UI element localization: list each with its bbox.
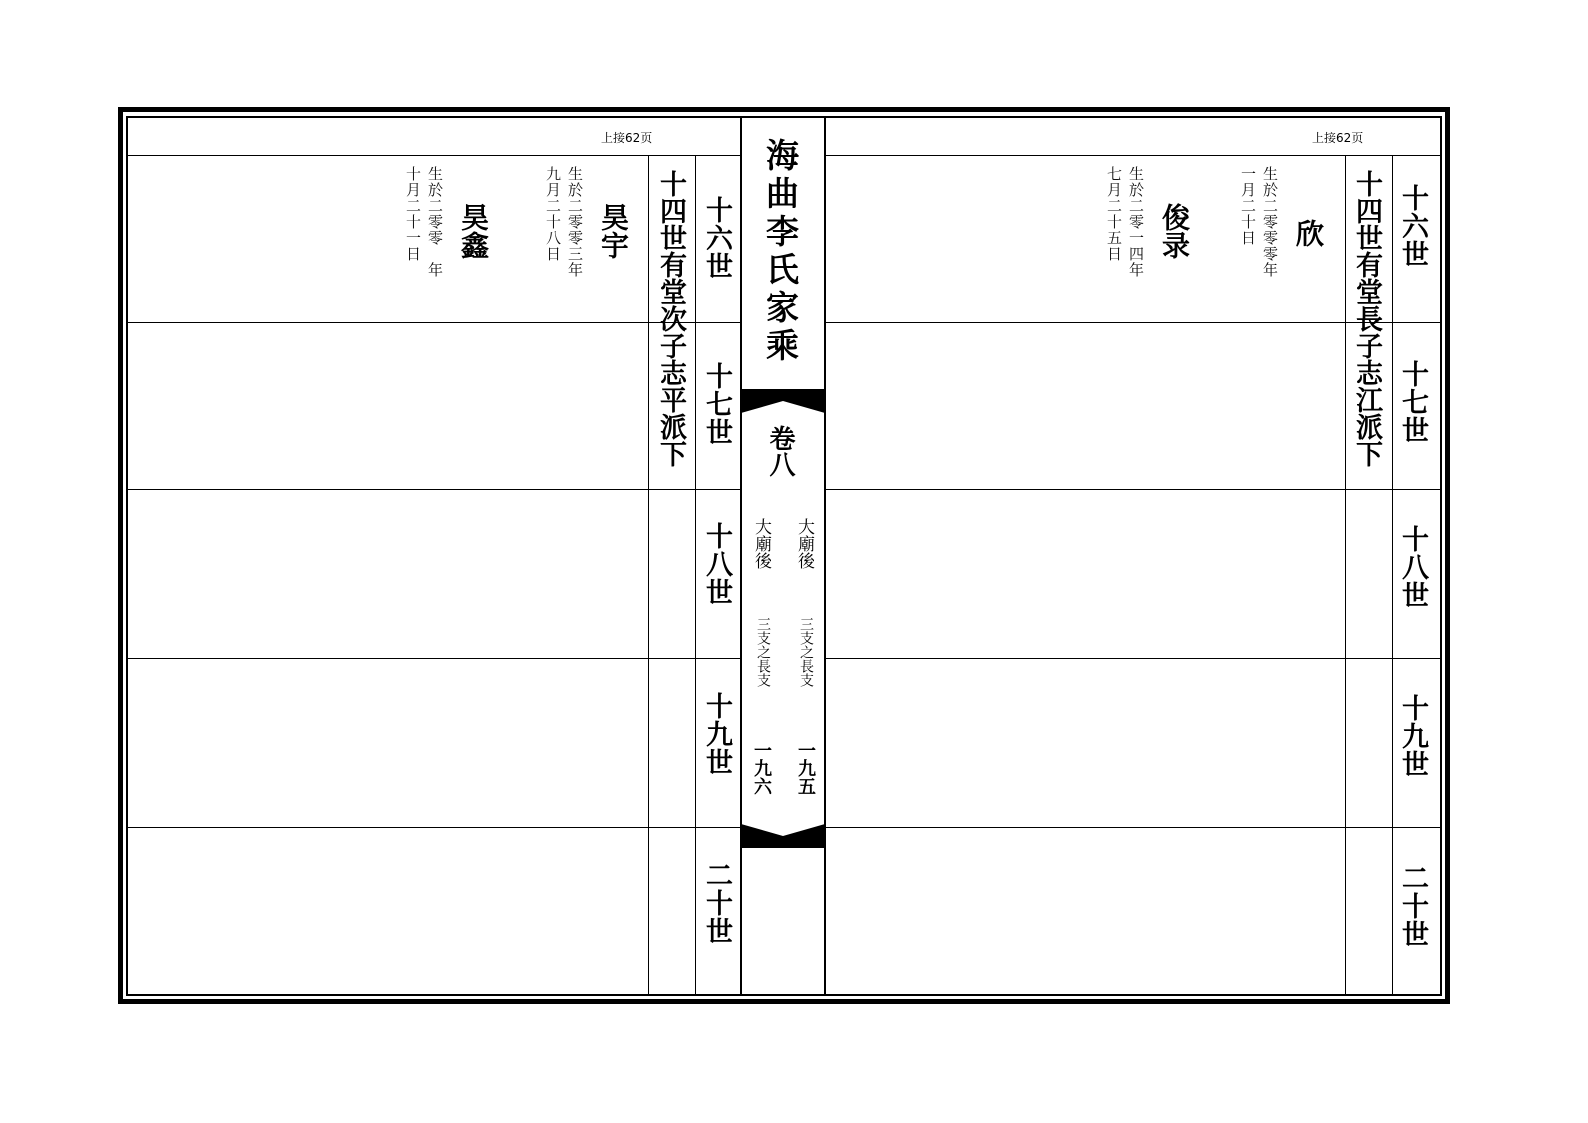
right-header-line <box>826 155 1440 156</box>
left-gen-col-line <box>695 155 696 995</box>
person-name: 昊宇 <box>597 203 630 259</box>
person-birth-year: 生於二零一四年 <box>1127 166 1145 278</box>
spine-place: 大廟後 <box>794 518 814 569</box>
person-birth-date: 十月二十一日 <box>404 166 422 262</box>
person-name: 欣 <box>1292 219 1325 247</box>
spine-band <box>741 844 826 848</box>
person-birth-year: 生於二零零三年 <box>566 166 584 278</box>
spine-branch: 三支之長支 <box>755 617 771 687</box>
right-branch-label: 十四世有堂長子志江派下 <box>1351 170 1382 467</box>
left-generation-label: 二十世 <box>701 861 732 945</box>
right-row-line <box>826 658 1440 659</box>
right-row-line <box>826 489 1440 490</box>
person-birth-date: 九月二十八日 <box>544 166 562 262</box>
right-row-line <box>826 322 1440 323</box>
right-generation-label: 十九世 <box>1397 694 1428 778</box>
person-name: 昊鑫 <box>457 203 490 259</box>
page-number: 一九五 <box>795 741 816 795</box>
right-gen-col-line <box>1392 155 1393 995</box>
spine-left-border <box>740 117 742 995</box>
right-continuation-note: 上接62页 <box>1312 131 1364 145</box>
person-birth-date: 一月二十日 <box>1239 166 1257 246</box>
left-branch-label: 十四世有堂次子志平派下 <box>655 170 686 467</box>
person-birth-year: 生於二零零 年 <box>426 166 444 278</box>
page-number: 一九六 <box>751 741 772 795</box>
right-generation-label: 二十世 <box>1397 864 1428 948</box>
left-generation-label: 十八世 <box>701 522 732 606</box>
left-continuation-note: 上接62页 <box>601 131 653 145</box>
right-branch-col-line <box>1345 155 1346 995</box>
right-generation-label: 十六世 <box>1397 184 1428 268</box>
right-row-line <box>826 827 1440 828</box>
book-title: 海曲李氏家乘 <box>761 138 800 366</box>
person-name: 俊录 <box>1158 203 1191 259</box>
person-birth-year: 生於二零零零年 <box>1261 166 1279 278</box>
right-generation-label: 十八世 <box>1397 525 1428 609</box>
volume-label: 卷八 <box>765 425 795 477</box>
left-branch-col-line <box>648 155 649 995</box>
left-generation-label: 十六世 <box>701 196 732 280</box>
spine-place: 大廟後 <box>751 518 771 569</box>
left-generation-label: 十九世 <box>701 692 732 776</box>
person-birth-date: 七月二十五日 <box>1105 166 1123 262</box>
fishtail-top-icon <box>741 393 825 417</box>
right-generation-label: 十七世 <box>1397 360 1428 444</box>
spine-branch: 三支之長支 <box>798 617 814 687</box>
left-generation-label: 十七世 <box>701 362 732 446</box>
spine-right-border <box>824 117 826 995</box>
